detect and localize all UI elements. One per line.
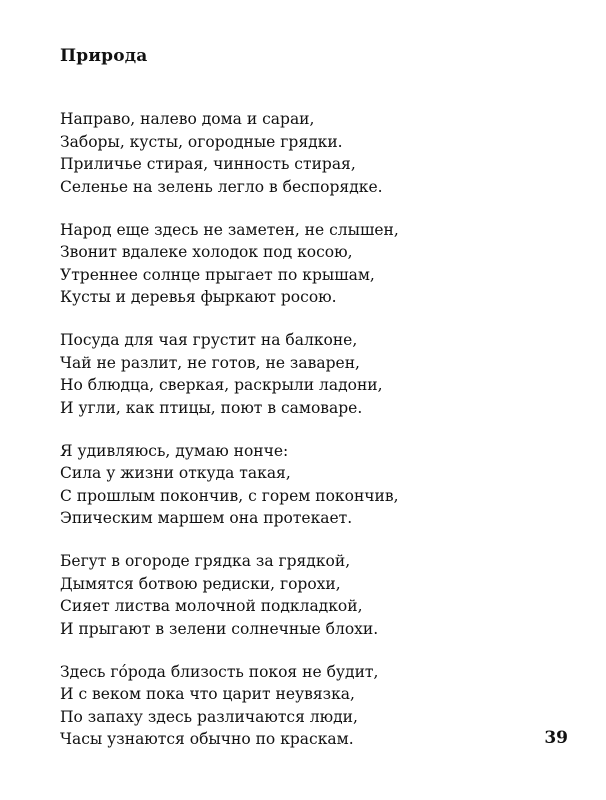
poem-line: Я удивляюсь, думаю нонче: xyxy=(60,441,289,460)
poem-line: Дымятся ботвою редиски, горохи, xyxy=(60,574,341,593)
poem-line: По запаху здесь различаются люди, xyxy=(60,707,358,726)
poem-line: Бегут в огороде грядка за грядкой, xyxy=(60,552,351,570)
stanza-1 xyxy=(60,108,560,198)
poem-line: Но блюдца, сверкая, раскрыли ладони, xyxy=(60,376,383,394)
poem-line: И угли, как птицы, поют в самоваре. xyxy=(60,398,363,417)
poem-line: Посуда для чая грустит на балконе, xyxy=(60,331,358,349)
poem-line: С прошлым покончив, с горем покончив, xyxy=(60,486,399,505)
poem-line: Сила у жизни откуда такая, xyxy=(60,464,291,482)
poem-line: Народ еще здесь не заметен, не слышен, xyxy=(60,220,399,239)
stanza-5 xyxy=(60,550,560,640)
poem-line: И прыгают в зелени солнечные блохи. xyxy=(60,619,379,638)
poem-line: Эпическим маршем она протекает. xyxy=(60,509,353,527)
poem-line: Заборы, кусты, огородные грядки. xyxy=(60,132,343,151)
poem-line: Утреннее солнце прыгает по крышам, xyxy=(60,265,375,284)
poem-line: И с веком пока что царит неувязка, xyxy=(60,685,355,703)
poem-line: Селенье на зелень легло в беспорядке. xyxy=(60,177,383,196)
poem-line: Часы узнаются обычно по краскам. xyxy=(60,730,354,748)
poem-line: Приличье стирая, чинность стирая, xyxy=(60,155,356,173)
poem-line: Сияет листва молочной подкладкой, xyxy=(60,597,363,615)
stanza-2 xyxy=(60,219,560,309)
page-number: 39 xyxy=(544,728,568,748)
poem-line: Здесь го́рода близость покоя не будит, xyxy=(60,662,379,681)
poem-body xyxy=(60,108,560,771)
stanza-4 xyxy=(60,440,560,530)
poem-line: Звонит вдалеке холодок под косою, xyxy=(60,243,353,261)
page-title: Природа xyxy=(60,46,148,66)
poem-line: Чай не разлит, не готов, не заварен, xyxy=(60,353,360,372)
stanza-6 xyxy=(60,661,560,751)
stanza-3 xyxy=(60,329,560,419)
poem-line: Направо, налево дома и сараи, xyxy=(60,110,315,128)
poem-line: Кусты и деревья фыркают росою. xyxy=(60,288,337,306)
